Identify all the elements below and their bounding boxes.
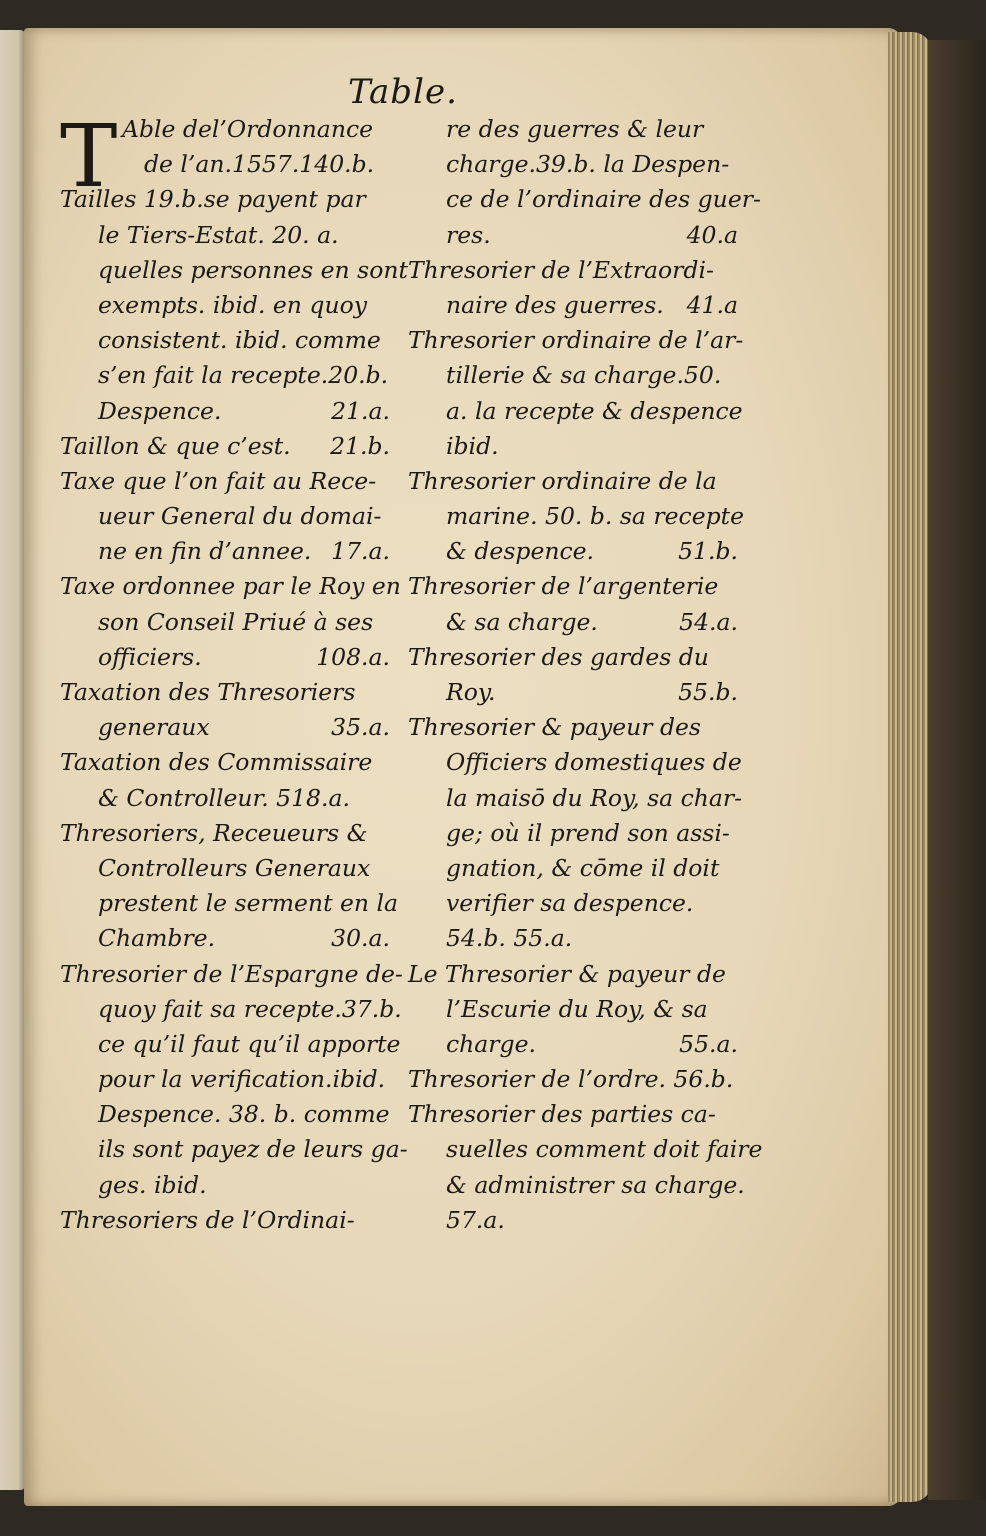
index-entry-line (408, 1062, 738, 1097)
index-entry-line (60, 182, 390, 217)
entry-text: l’Escurie du Roy, & sa (446, 994, 708, 1023)
entry-text: Taxe que l’on fait au Rece- (60, 466, 377, 495)
entry-text: ils sont payez de leurs ga- (98, 1135, 408, 1164)
entry-text: la maisō du Roy, sa char- (446, 783, 743, 812)
index-entry-line (60, 605, 390, 640)
entry-text: naire des guerres. (446, 290, 664, 319)
index-entry-line (408, 499, 744, 534)
index-entry-line (60, 886, 399, 921)
index-entry-line (408, 886, 738, 921)
index-entry-line (408, 1203, 738, 1238)
entry-text: Thresorier des gardes du (408, 642, 709, 671)
entry-text: Thresorier ordinaire de la (408, 466, 717, 495)
index-entry-line (408, 745, 742, 780)
entry-text: re des guerres & leur (446, 115, 704, 143)
entry-text: a. la recepte & despence (446, 396, 743, 425)
entry-text: ges. ibid. (98, 1170, 207, 1199)
page-reference: 55.b. (678, 678, 738, 706)
entry-text: Taillon & que c’est. (60, 431, 291, 460)
entry-text: charge.39.b. la Despen- (446, 150, 730, 179)
entry-text: son Conseil Priué à ses (98, 607, 374, 636)
index-entry-line (60, 358, 390, 393)
index-entry-line (60, 957, 403, 992)
page-reference: 41.a (686, 290, 738, 319)
index-entry-line (408, 147, 738, 182)
entry-text: Taxe ordonnee par le Roy en (60, 572, 401, 601)
entry-text: Despence. 38. b. comme (98, 1100, 390, 1129)
entry-text: Roy. (446, 678, 496, 706)
entry-text: Officiers domestiques de (446, 748, 742, 777)
entry-text: Thresorier des parties ca- (408, 1100, 716, 1129)
index-entry-line (408, 781, 743, 816)
entry-text: 57.a. (446, 1205, 505, 1234)
facing-page-edge (0, 30, 26, 1490)
index-entry-line (408, 992, 738, 1027)
index-entry-line (60, 781, 390, 816)
index-entry-line (408, 288, 738, 323)
page-reference: 17.a. (331, 537, 390, 566)
page-reference: 51.b. (678, 537, 738, 566)
index-entry-line (408, 182, 761, 217)
index-entry-line (60, 1203, 390, 1238)
entry-text: Taxation des Thresoriers (60, 678, 356, 706)
entry-text: marine. 50. b. sa recepte (446, 502, 744, 531)
index-entry-line (408, 429, 738, 464)
entry-text: Thresorier ordinaire de l’ar- (408, 326, 744, 355)
entry-text: Tailles 19.b.se payent par (60, 185, 366, 214)
page-header: Table. (348, 72, 458, 112)
book-cover (928, 40, 986, 1500)
index-entry-line (60, 569, 401, 604)
page-reference: 108.a. (316, 642, 390, 671)
index-entry-line (408, 464, 738, 499)
entry-text: s’en fait la recepte.20.b. (98, 361, 389, 390)
page-reference: 21.b. (330, 431, 390, 460)
entry-text: ce de l’ordinaire des guer- (446, 185, 761, 214)
page-reference: 40.a (686, 220, 738, 249)
entry-text: ce qu’il faut qu’il apporte (98, 1029, 401, 1058)
entry-text: & despence. (446, 537, 595, 566)
entry-text: charge. (446, 1029, 536, 1058)
entry-text: quelles personnes en sont (98, 255, 408, 284)
index-entry-line (408, 640, 738, 675)
entry-text: 54.b. 55.a. (446, 924, 573, 953)
index-entry-line (60, 640, 390, 675)
index-entry-line (60, 464, 390, 499)
entry-text: generaux (98, 713, 210, 742)
index-entry-line (408, 851, 738, 886)
index-entry-line (408, 358, 738, 393)
index-entry-line (408, 1168, 745, 1203)
entry-text: Thresorier de l’ordre. 56.b. (408, 1065, 734, 1094)
index-entry-line (408, 605, 738, 640)
entry-text: Controlleurs Generaux (98, 853, 371, 882)
entry-text: Able del’Ordonnance (122, 115, 374, 143)
index-entry-line (60, 1132, 408, 1167)
page-reference: 30.a. (331, 924, 390, 953)
index-column-right (408, 112, 763, 1238)
entry-text: ibid. (446, 431, 499, 460)
index-entry-line (60, 288, 390, 323)
index-entry-line (60, 429, 390, 464)
drop-cap: T (60, 107, 118, 207)
index-entry-line (60, 816, 390, 851)
entry-text: consistent. ibid. comme (98, 326, 381, 355)
index-entry-line (408, 534, 738, 569)
entry-text: exempts. ibid. en quoy (98, 290, 368, 319)
entry-text: verifier sa despence. (446, 889, 694, 918)
index-entry-line (60, 323, 390, 358)
entry-text: suelles comment doit faire (446, 1135, 763, 1164)
page-reference: 21.a. (331, 396, 390, 425)
index-entry-line (60, 851, 390, 886)
entry-text: Despence. (98, 396, 222, 425)
index-entry-line (60, 675, 390, 710)
entry-text: Thresorier de l’argenterie (408, 572, 719, 601)
entry-text: gnation, & cōme il doit (446, 853, 720, 882)
index-entry-line (408, 816, 738, 851)
entry-text: & sa charge. (446, 607, 598, 636)
index-entry-line (408, 710, 738, 745)
index-entry-line (408, 394, 743, 429)
index-entry-line (60, 147, 390, 182)
entry-text: quoy fait sa recepte.37.b. (98, 994, 402, 1023)
index-entry-line (408, 253, 738, 288)
entry-text: ne en fin d’annee. (98, 537, 312, 566)
index-entry-line (408, 218, 738, 253)
entry-text: le Tiers-Estat. 20. a. (98, 220, 339, 249)
entry-text: Chambre. (98, 924, 216, 953)
index-entry-line (60, 253, 408, 288)
entry-text: & Controlleur. 518.a. (98, 783, 350, 812)
entry-text: prestent le serment en la (98, 889, 399, 918)
index-entry-line (408, 921, 738, 956)
entry-text: officiers. (98, 642, 202, 671)
entry-text: Le Thresorier & payeur de (408, 959, 726, 988)
entry-text: Thresorier de l’Extraordi- (408, 255, 714, 284)
index-entry-line (408, 675, 738, 710)
page-reference: 55.a. (679, 1029, 738, 1058)
index-entry-line (60, 1027, 401, 1062)
index-entry-line (408, 1027, 738, 1062)
index-column-left (60, 107, 408, 1238)
index-entry-line (60, 1168, 390, 1203)
index-entry-line (408, 569, 738, 604)
entry-text: Thresoriers de l’Ordinai- (60, 1205, 355, 1234)
entry-text: Thresorier & payeur des (408, 713, 701, 742)
index-entry-line (60, 745, 390, 780)
entry-text: ueur General du domai- (98, 502, 382, 531)
index-entry-line (60, 534, 390, 569)
entry-text: & administrer sa charge. (446, 1170, 745, 1199)
index-entry-line (408, 957, 738, 992)
entry-text: pour la verification.ibid. (98, 1065, 386, 1094)
entry-text: Thresoriers, Receueurs & (60, 818, 368, 847)
index-entry-line (60, 992, 402, 1027)
index-entry-line (60, 710, 390, 745)
index-entry-line (408, 1097, 738, 1132)
entry-text: tillerie & sa charge.50. (446, 361, 722, 390)
entry-text: ge; où il prend son assi- (446, 818, 730, 847)
entry-text: de l’an.1557.140.b. (144, 150, 375, 179)
entry-text: Taxation des Commissaire (60, 748, 373, 777)
page-reference: 35.a. (331, 713, 390, 742)
entry-text: Thresorier de l’Espargne de- (60, 959, 403, 988)
index-entry-line (408, 112, 738, 147)
index-entry-line (60, 394, 390, 429)
index-entry-line (408, 1132, 763, 1167)
page-reference: 54.a. (679, 607, 738, 636)
page-edges (888, 32, 932, 1502)
index-entry-line (408, 323, 744, 358)
index-entry-line (60, 921, 390, 956)
index-entry-line (60, 499, 390, 534)
entry-text: res. (446, 220, 491, 249)
index-entry-line (60, 1062, 390, 1097)
index-entry-line (60, 1097, 390, 1132)
index-entry-line (60, 218, 390, 253)
